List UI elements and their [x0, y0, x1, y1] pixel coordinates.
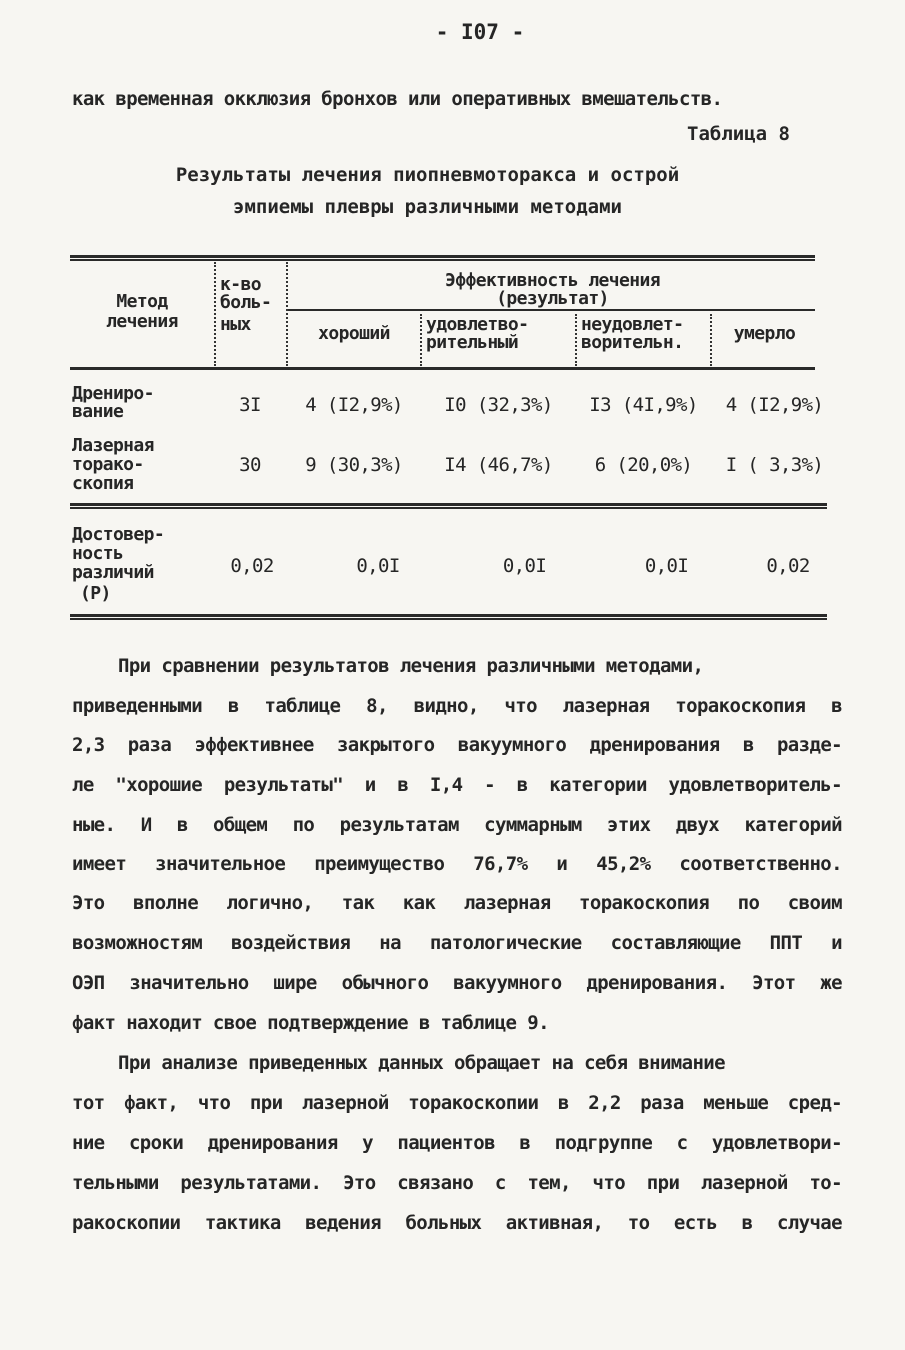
table-title-line-1: Результаты лечения пиопневмоторакса и острой [175, 164, 680, 186]
paragraph-line: тельными результатами. Это связано с тем, что при лазерной то- [72, 1172, 842, 1194]
row-method-line: вание [72, 401, 124, 422]
paragraph-line: ные. И в общем по результатам суммарным этих двух категорий [72, 814, 842, 836]
row-value: 4 (I2,9%) [305, 394, 403, 416]
row-method-line: торако- [72, 454, 144, 475]
paragraph-line: При анализе приведенных данных обращает на себя внимание [118, 1052, 725, 1074]
row-value: 6 (20,0%) [594, 454, 693, 476]
header-count-line-2: боль- [220, 292, 272, 313]
paragraph-line: тот факт, что при лазерной торакоскопии в 2,2 раза меньше сред- [72, 1092, 842, 1114]
row-method-line: Лазерная [72, 435, 154, 456]
paragraph-line: имеет значительное преимущество 76,7% и 45,2% соответственно. [72, 853, 842, 875]
column-divider [420, 314, 422, 366]
paragraph-line: ракоскопии тактика ведения больных активная, то есть в случае [72, 1212, 842, 1234]
row-method-line: скопия [72, 473, 134, 494]
row-value: I3 (4I,9%) [589, 394, 698, 416]
row-value: 4 (I2,9%) [725, 394, 824, 416]
table-caption: Таблица 8 [687, 123, 790, 145]
paragraph-line: Это вполне логично, так как лазерная торакоскопия по своим [72, 892, 842, 914]
header-method-line-1: Метод [116, 291, 168, 312]
page-number: - I07 - [435, 20, 525, 44]
row-value: 9 (30,3%) [305, 454, 403, 476]
paragraph-line: факт находит свое подтверждение в таблице 9. [72, 1012, 549, 1034]
header-satisfactory-line-1: удовлетво- [426, 314, 529, 335]
table-title-line-2: эмпиемы плевры различными методами [233, 196, 622, 218]
header-bottom-rule [70, 367, 815, 370]
intro-line: как временная окклюзия бронхов или оперативных вмешательств. [72, 88, 723, 110]
rows-bottom-rule-2 [70, 507, 827, 509]
significance-value: 0,02 [766, 555, 810, 577]
header-group-line-2: (результат) [496, 288, 609, 309]
row-count: 30 [239, 454, 261, 476]
header-good: хороший [318, 323, 390, 344]
row-method-line: Дрениро- [72, 383, 154, 404]
paragraph-line: ОЭП значительно шире обычного вакуумного дренирования. Этот же [72, 972, 842, 994]
significance-value: 0,0I [356, 555, 400, 577]
table-bottom-rule-2 [70, 618, 827, 620]
header-group-line-1: Эффективность лечения [445, 270, 660, 291]
significance-method-line: ность [72, 543, 124, 564]
significance-method-line: различий [72, 562, 154, 583]
significance-method-line: Достовер- [72, 524, 165, 545]
rows-bottom-rule [70, 503, 827, 506]
table-bottom-rule [70, 614, 827, 617]
row-value: I0 (32,3%) [444, 394, 553, 416]
significance-count: 0,02 [230, 555, 274, 577]
paragraph-line: 2,3 раза эффективнее закрытого вакуумного дренирования в разде- [72, 734, 842, 756]
paragraph-line: ние сроки дренирования у пациентов в подгруппе с удовлетвори- [72, 1132, 842, 1154]
column-divider [214, 262, 216, 366]
table-top-rule-2 [70, 259, 815, 261]
significance-value: 0,0I [644, 555, 689, 577]
row-count: 3I [239, 394, 261, 416]
header-unsatisfactory-line-2: ворительн. [581, 332, 684, 353]
row-value: I ( 3,3%) [725, 454, 824, 476]
paragraph-line: возможностям воздействия на патологические составляющие ППТ и [72, 932, 842, 954]
paragraph-line: При сравнении результатов лечения различными методами, [118, 655, 704, 677]
significance-value: 0,0I [502, 555, 547, 577]
column-divider [575, 314, 577, 366]
row-value: I4 (46,7%) [444, 454, 553, 476]
table-top-rule [70, 255, 815, 258]
header-unsatisfactory-line-1: неудовлет- [581, 314, 684, 335]
header-group-rule [288, 309, 815, 311]
header-died: умерло [733, 323, 796, 344]
paragraph-line: приведенными в таблице 8, видно, что лазерная торакоскопия в [72, 695, 842, 717]
column-divider [286, 262, 288, 366]
header-method-line-2: лечения [106, 311, 178, 332]
paragraph-line: ле "хорошие результаты" и в I,4 - в категории удовлетворитель- [72, 774, 842, 796]
header-satisfactory-line-2: рительный [426, 332, 519, 353]
header-count-line-1: к-во [220, 274, 261, 295]
header-count-line-3: ных [220, 314, 251, 335]
significance-method-line: (Р) [80, 583, 111, 604]
